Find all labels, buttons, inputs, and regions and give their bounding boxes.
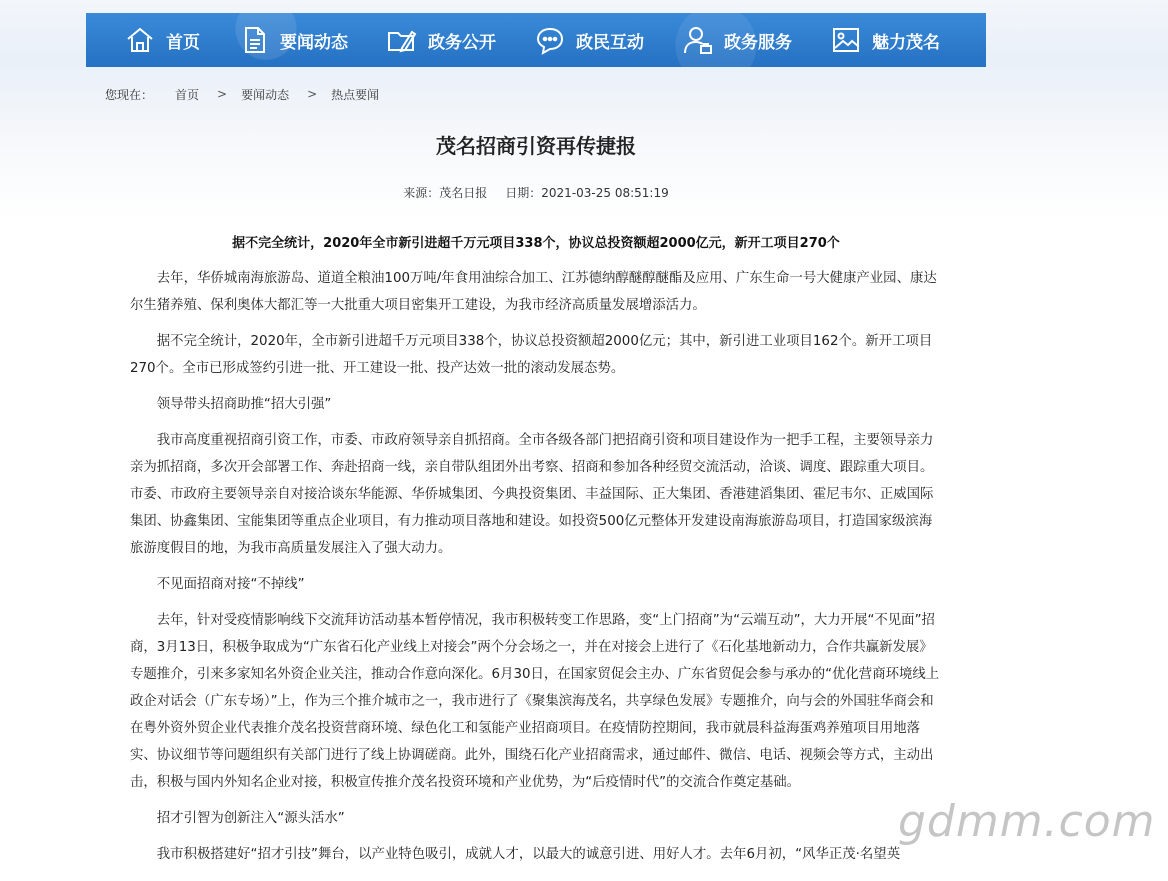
watermark-logo: gdmm.com bbox=[898, 796, 1156, 847]
article-subheading: 领导带头招商助推“招大引强” bbox=[156, 397, 332, 412]
nav-item-charm[interactable] bbox=[830, 13, 940, 67]
chat-icon bbox=[534, 24, 566, 56]
article-paragraph: 去年，针对受疫情影响线下交流拜访活动基本暂停情况，我市积极转变工作思路，变“上门招商”为“云端互动”，大力开展“不见面”招商，3月13日，积极争取成为“广东省石化产业线上对接会”两个分会场之一，并在对接会上进行了《石化基地新动力，合作共赢新发展》专题推介，引来多家知名外资企业关注，推动合作意向深化。6月30日，在国家贸促会主办、广东省贸促会参与承办的“优化营商环境线上政企对话会（广东专场）”上，作为三个推介城市之一，我市进行了《聚集滨海茂名，共享绿色发展》专题推介，向与会的外国驻华商会和在粤外资外贸企业代表推介茂名投资营商环境、绿色化工和氢能产业招商项目。在疫情防控期间，我市就晨科益海蛋鸡养殖项目用地落实、协议细节等问题组织有关部门进行了线上协调磋商。此外，围绕石化产业招商需求，通过邮件、微信、电话、视频会等方式，主动出击，积极与国内外知名企业对接，积极宣传推介茂名投资环境和产业优势，为“后疫情时代”的交流合作奠定基础。 bbox=[130, 613, 940, 790]
breadcrumb-prefix: 您现在： bbox=[105, 87, 154, 102]
breadcrumb-home[interactable]: 首页 bbox=[175, 87, 200, 102]
breadcrumb-separator: > bbox=[217, 87, 228, 101]
main-navigation bbox=[86, 13, 986, 67]
nav-label-home: 首页 bbox=[166, 32, 200, 53]
breadcrumb-news[interactable]: 要闻动态 bbox=[241, 87, 290, 102]
article-paragraph: 据不完全统计，2020年，全市新引进超千万元项目338个，协议总投资额超2000亿元；其中，新引进工业项目162个。新开工项目270个。全市已形成签约引进一批、开工建设一批、投产达效一批的滚动发展态势。 bbox=[130, 334, 933, 376]
article-summary: 据不完全统计，2020年全市新引进超千万元项目338个，协议总投资额超2000亿元，新开工项目270个 bbox=[232, 236, 840, 251]
nav-label-news: 要闻动态 bbox=[280, 32, 348, 53]
article-subheading: 招才引智为创新注入“源头活水” bbox=[156, 811, 345, 826]
nav-item-gov-open[interactable] bbox=[386, 13, 496, 67]
nav-label-charm: 魅力茂名 bbox=[872, 32, 940, 53]
article-source: 来源：茂名日报 bbox=[403, 186, 488, 200]
article-subheading: 不见面招商对接“不掉线” bbox=[156, 577, 305, 592]
article-date: 日期：2021-03-25 08:51:19 bbox=[505, 186, 669, 200]
article-body bbox=[130, 265, 942, 877]
folder-edit-icon bbox=[386, 24, 418, 56]
breadcrumb-hot-news[interactable]: 热点要闻 bbox=[331, 87, 380, 102]
article-title: 茂名招商引资再传捷报 bbox=[436, 134, 636, 158]
nav-label-gov-open: 政务公开 bbox=[428, 32, 496, 53]
nav-item-service[interactable] bbox=[682, 13, 792, 67]
home-icon bbox=[124, 24, 156, 56]
article-meta bbox=[0, 184, 1072, 201]
article-paragraph: 我市积极搭建好“招才引技”舞台，以产业特色吸引，成就人才，以最大的诚意引进、用好人才。去年6月初，“风华正茂·名望英 bbox=[156, 847, 901, 862]
nav-item-interaction[interactable] bbox=[534, 13, 644, 67]
article-paragraph: 去年，华侨城南海旅游岛、道道全粮油100万吨/年食用油综合加工、江苏德纳醇醚醇醚酯及应用、广东生命一号大健康产业园、康达尔生猪养殖、保利奥体大都汇等一大批重大项目密集开工建设，为我市经济高质量发展增添活力。 bbox=[130, 271, 937, 313]
breadcrumb bbox=[105, 86, 379, 102]
nav-label-service: 政务服务 bbox=[724, 32, 792, 53]
user-service-icon bbox=[682, 24, 714, 56]
breadcrumb-separator: > bbox=[307, 87, 318, 101]
picture-icon bbox=[830, 24, 862, 56]
article-paragraph: 我市高度重视招商引资工作，市委、市政府领导亲自抓招商。全市各级各部门把招商引资和项目建设作为一把手工程，主要领导亲力亲为抓招商，多次开会部署工作、奔赴招商一线，亲自带队组团外出考察、招商和参加各种经贸交流活动，洽谈、调度、跟踪重大项目。市委、市政府主要领导亲自对接洽谈东华能源、华侨城集团、今典投资集团、丰益国际、正大集团、香港建滔集团、霍尼韦尔、正威国际集团、协鑫集团、宝能集团等重点企业项目，有力推动项目落地和建设。如投资500亿元整体开发建设南海旅游岛项目，打造国家级滨海旅游度假目的地，为我市高质量发展注入了强大动力。 bbox=[130, 433, 934, 556]
nav-label-interaction: 政民互动 bbox=[576, 32, 644, 53]
document-icon bbox=[238, 24, 270, 56]
nav-item-news[interactable] bbox=[238, 13, 348, 67]
nav-item-home[interactable] bbox=[124, 13, 200, 67]
